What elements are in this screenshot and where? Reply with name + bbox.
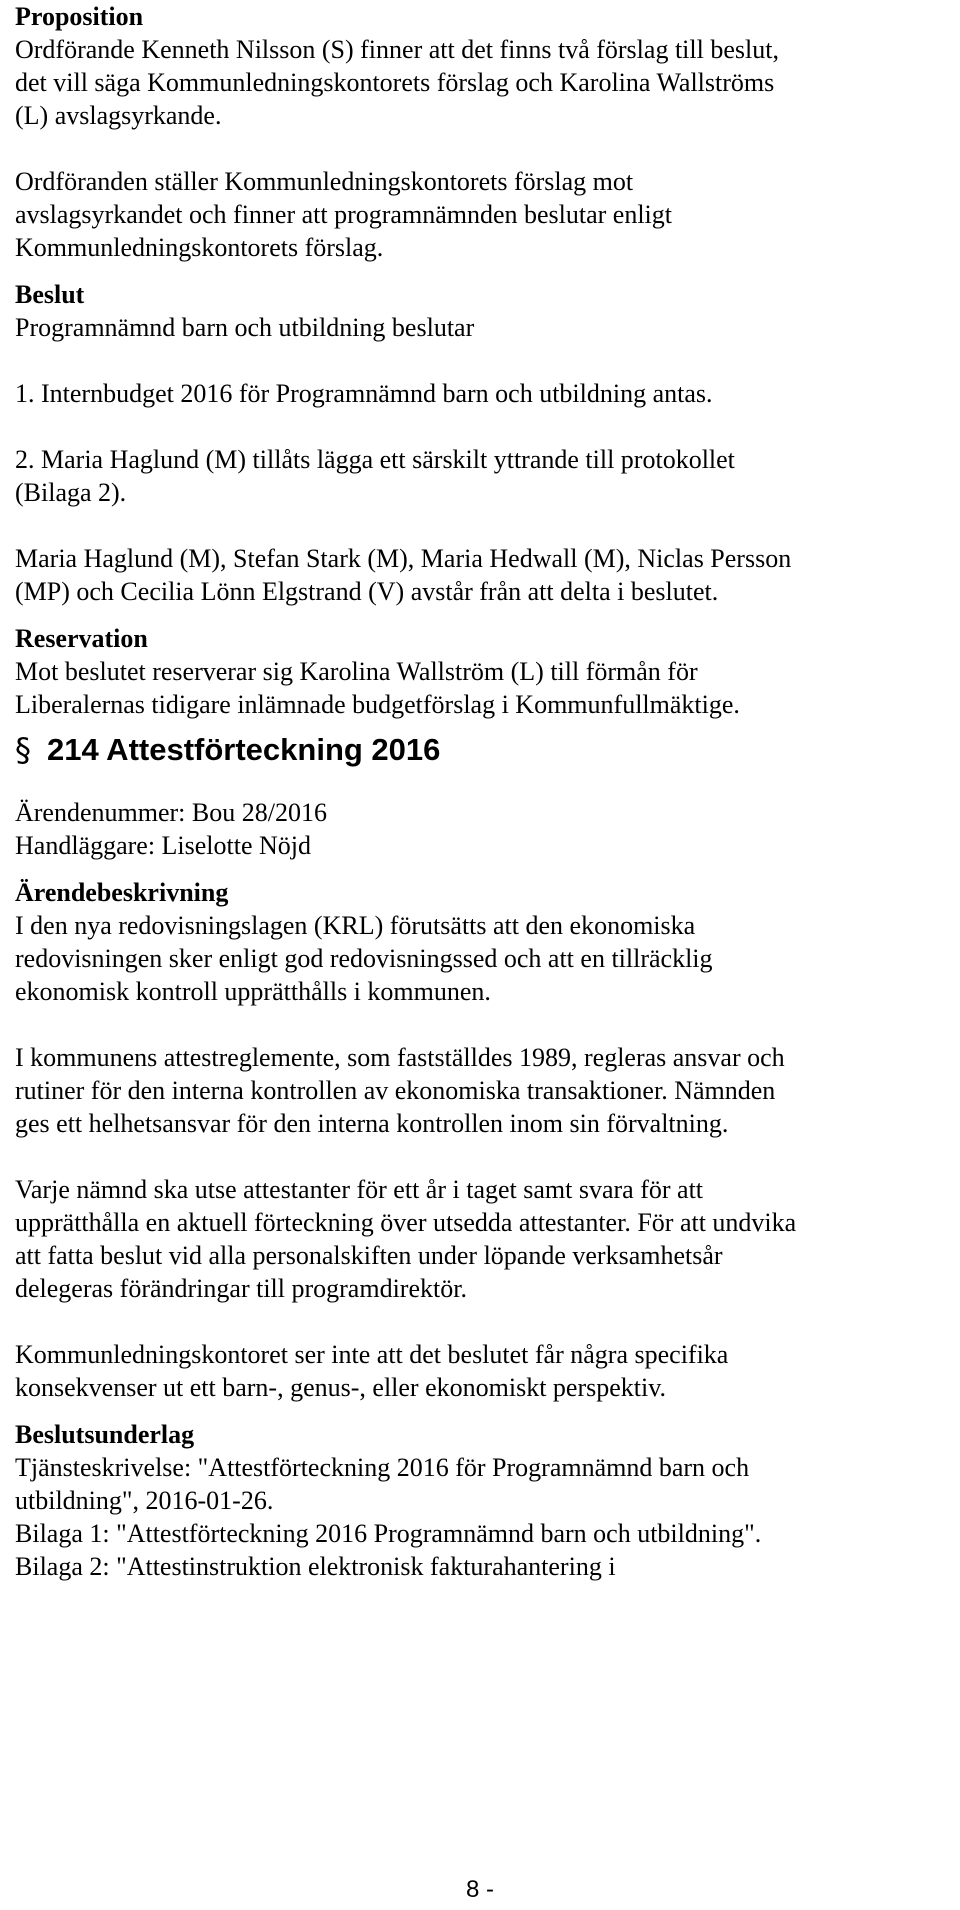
underlag-line: Tjänsteskrivelse: "Attestförteckning 2016 för Programnämnd barn och (15, 1453, 750, 1482)
underlag-line: Bilaga 2: "Attestinstruktion elektronisk fakturahantering i (15, 1552, 616, 1581)
abstain-line: (MP) och Cecilia Lönn Elgstrand (V) avstår från att delta i beslutet. (15, 577, 719, 606)
underlag-line: utbildning", 2016-01-26. (15, 1486, 274, 1515)
reservation-line: Mot beslutet reserverar sig Karolina Wallström (L) till förmån för (15, 657, 698, 686)
beslut-item-1: 1. Internbudget 2016 för Programnämnd barn och utbildning antas. (15, 379, 713, 408)
section-mark-icon: § (15, 730, 31, 769)
beslut-item-2-line: 2. Maria Haglund (M) tillåts lägga ett särskilt yttrande till protokollet (15, 445, 735, 474)
proposition-heading: Proposition (15, 2, 144, 31)
proposition-paragraph-line: det vill säga Kommunledningskontorets förslag och Karolina Wallströms (15, 68, 775, 97)
proposition-paragraph-line: Kommunledningskontorets förslag. (15, 233, 384, 262)
arendebeskrivning-heading: Ärendebeskrivning (15, 878, 229, 907)
arende-line: redovisningen sker enligt god redovisningssed och att en tillräcklig (15, 944, 713, 973)
arende-line: delegeras förändringar till programdirektör. (15, 1274, 467, 1303)
beslut-intro: Programnämnd barn och utbildning beslutar (15, 313, 475, 342)
beslut-item-2-line: (Bilaga 2). (15, 478, 127, 507)
proposition-paragraph-line: Ordförande Kenneth Nilsson (S) finner att det finns två förslag till beslut, (15, 35, 779, 64)
section-title: 214 Attestförteckning 2016 (47, 731, 441, 767)
arende-line: Kommunledningskontoret ser inte att det beslutet får några specifika (15, 1340, 729, 1369)
page-number: 8 - (465, 1876, 494, 1903)
arende-line: I den nya redovisningslagen (KRL) förutsätts att den ekonomiska (15, 911, 696, 940)
section-heading (15, 727, 945, 772)
reservation-line: Liberalernas tidigare inlämnade budgetförslag i Kommunfullmäktige. (15, 690, 740, 719)
beslut-heading: Beslut (15, 280, 85, 309)
document-page (15, 0, 945, 1583)
arende-line: I kommunens attestreglemente, som fastställdes 1989, regleras ansvar och (15, 1043, 785, 1072)
arende-line: ekonomisk kontroll upprätthålls i kommunen. (15, 977, 491, 1006)
arende-line: ges ett helhetsansvar för den interna kontrollen inom sin förvaltning. (15, 1109, 729, 1138)
underlag-line: Bilaga 1: "Attestförteckning 2016 Programnämnd barn och utbildning". (15, 1519, 762, 1548)
proposition-paragraph-line: avslagsyrkandet och finner att programnämnden beslutar enligt (15, 200, 673, 229)
abstain-line: Maria Haglund (M), Stefan Stark (M), Maria Hedwall (M), Niclas Persson (15, 544, 792, 573)
arende-line: att fatta beslut vid alla personalskiften under löpande verksamhetsår (15, 1241, 723, 1270)
arende-line: konsekvenser ut ett barn-, genus-, eller ekonomiskt perspektiv. (15, 1373, 667, 1402)
arende-line: upprätthålla en aktuell förteckning över utsedda attestanter. För att undvika (15, 1208, 797, 1237)
reservation-heading: Reservation (15, 624, 148, 653)
proposition-paragraph-line: (L) avslagsyrkande. (15, 101, 222, 130)
arende-line: rutiner för den interna kontrollen av ekonomiska transaktioner. Nämnden (15, 1076, 776, 1105)
case-officer: Handläggare: Liselotte Nöjd (15, 831, 312, 860)
arende-line: Varje nämnd ska utse attestanter för ett år i taget samt svara för att (15, 1175, 704, 1204)
proposition-paragraph-line: Ordföranden ställer Kommunledningskontorets förslag mot (15, 167, 634, 196)
case-number: Ärendenummer: Bou 28/2016 (15, 798, 327, 827)
beslutsunderlag-heading: Beslutsunderlag (15, 1420, 195, 1449)
